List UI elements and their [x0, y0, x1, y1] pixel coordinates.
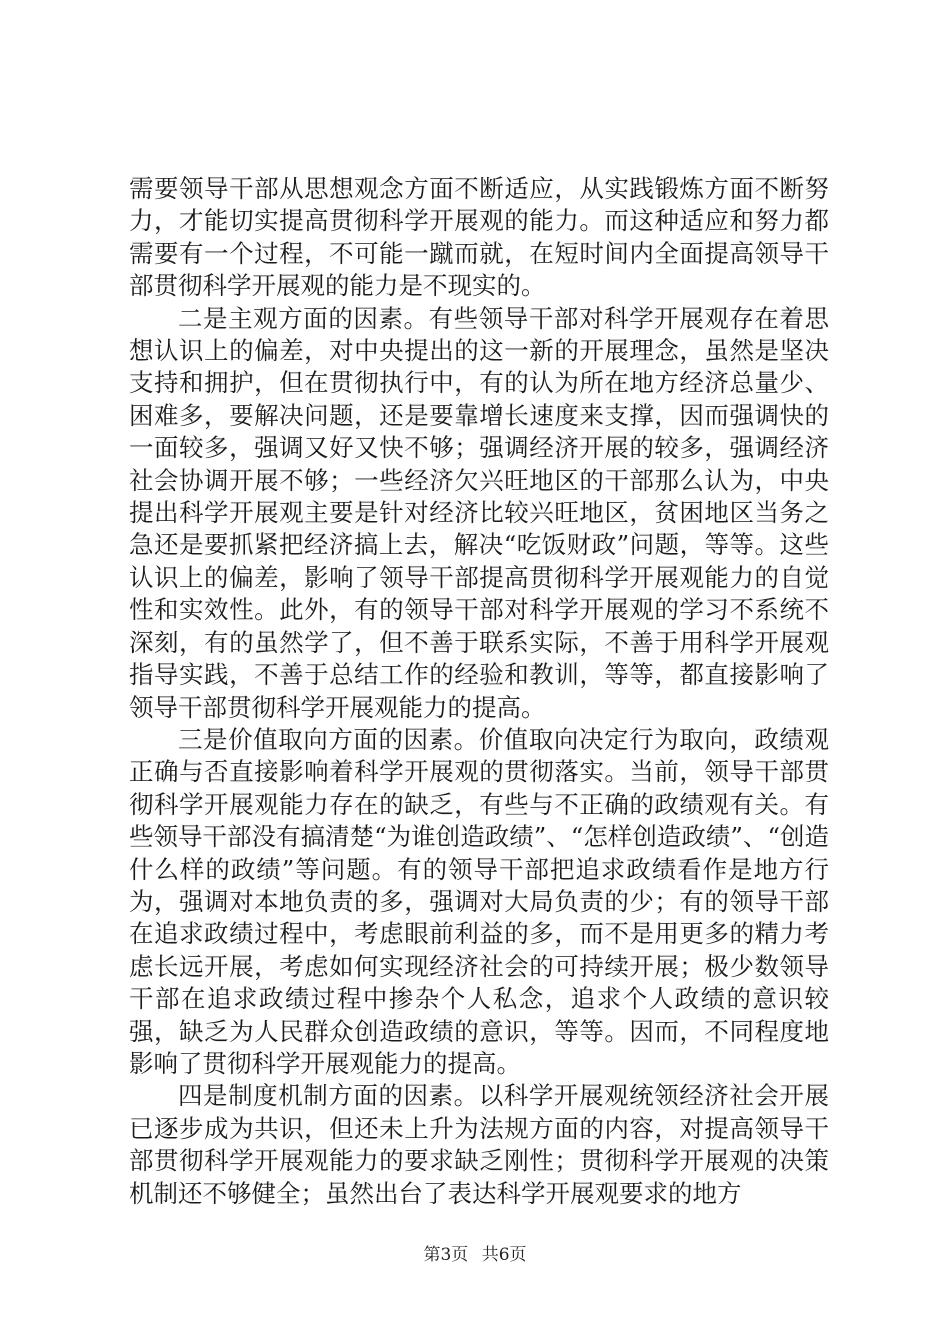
paragraph-continuation: 需要领导干部从思想观念方面不断适应，从实践锻炼方面不断努力，才能切实提高贯彻科学开展观的能力。而这种适应和努力都需要有一个过程，不可能一蹴而就，在短时间内全面提高领导干部贯彻科学开展观的能力是不现实的。	[129, 174, 829, 301]
page-total: 共6页	[481, 1245, 527, 1265]
page-footer	[0, 1240, 950, 1265]
document-body	[129, 173, 829, 1210]
page-number: 第3页	[423, 1245, 469, 1265]
paragraph-subjective-factors: 二是主观方面的因素。有些领导干部对科学开展观存在着思想认识上的偏差，对中央提出的这一新的开展理念，虽然是坚决支持和拥护，但在贯彻执行中，有的认为所在地方经济总量少、困难多，要解决问题，还是要靠增长速度来支撑，因而强调快的一面较多，强调又好又快不够；强调经济开展的较多，强调经济社会协调开展不够；一些经济欠兴旺地区的干部那么认为，中央提出科学开展观主要是针对经济比较兴旺地区，贫困地区当务之急还是要抓紧把经济搞上去，解决“吃饭财政”问题，等等。这些认识上的偏差，影响了领导干部提高贯彻科学开展观能力的自觉性和实效性。此外，有的领导干部对科学开展观的学习不系统不深刻，有的虽然学了，但不善于联系实际，不善于用科学开展观指导实践，不善于总结工作的经验和教训，等等，都直接影响了领导干部贯彻科学开展观能力的提高。	[129, 303, 829, 722]
paragraph-institutional-mechanism: 四是制度机制方面的因素。以科学开展观统领经济社会开展已逐步成为共识，但还未上升为法规方面的内容，对提高领导干部贯彻科学开展观能力的要求缺乏刚性；贯彻科学开展观的决策机制还不够健全；虽然出台了表达科学开展观要求的地方	[129, 1081, 829, 1208]
paragraph-value-orientation: 三是价值取向方面的因素。价值取向决定行为取向，政绩观正确与否直接影响着科学开展观的贯彻落实。当前，领导干部贯彻科学开展观能力存在的缺乏，有些与不正确的政绩观有关。有些领导干部没有搞清楚“为谁创造政绩”、“怎样创造政绩”、“创造什么样的政绩”等问题。有的领导干部把追求政绩看作是地方行为，强调对本地负责的多，强调对大局负责的少；有的领导干部在追求政绩过程中，考虑眼前利益的多，而不是用更多的精力考虑长远开展，考虑如何实现经济社会的可持续开展；极少数领导干部在追求政绩过程中掺杂个人私念，追求个人政绩的意识较强，缺乏为人民群众创造政绩的意识，等等。因而，不同程度地影响了贯彻科学开展观能力的提高。	[129, 724, 829, 1078]
